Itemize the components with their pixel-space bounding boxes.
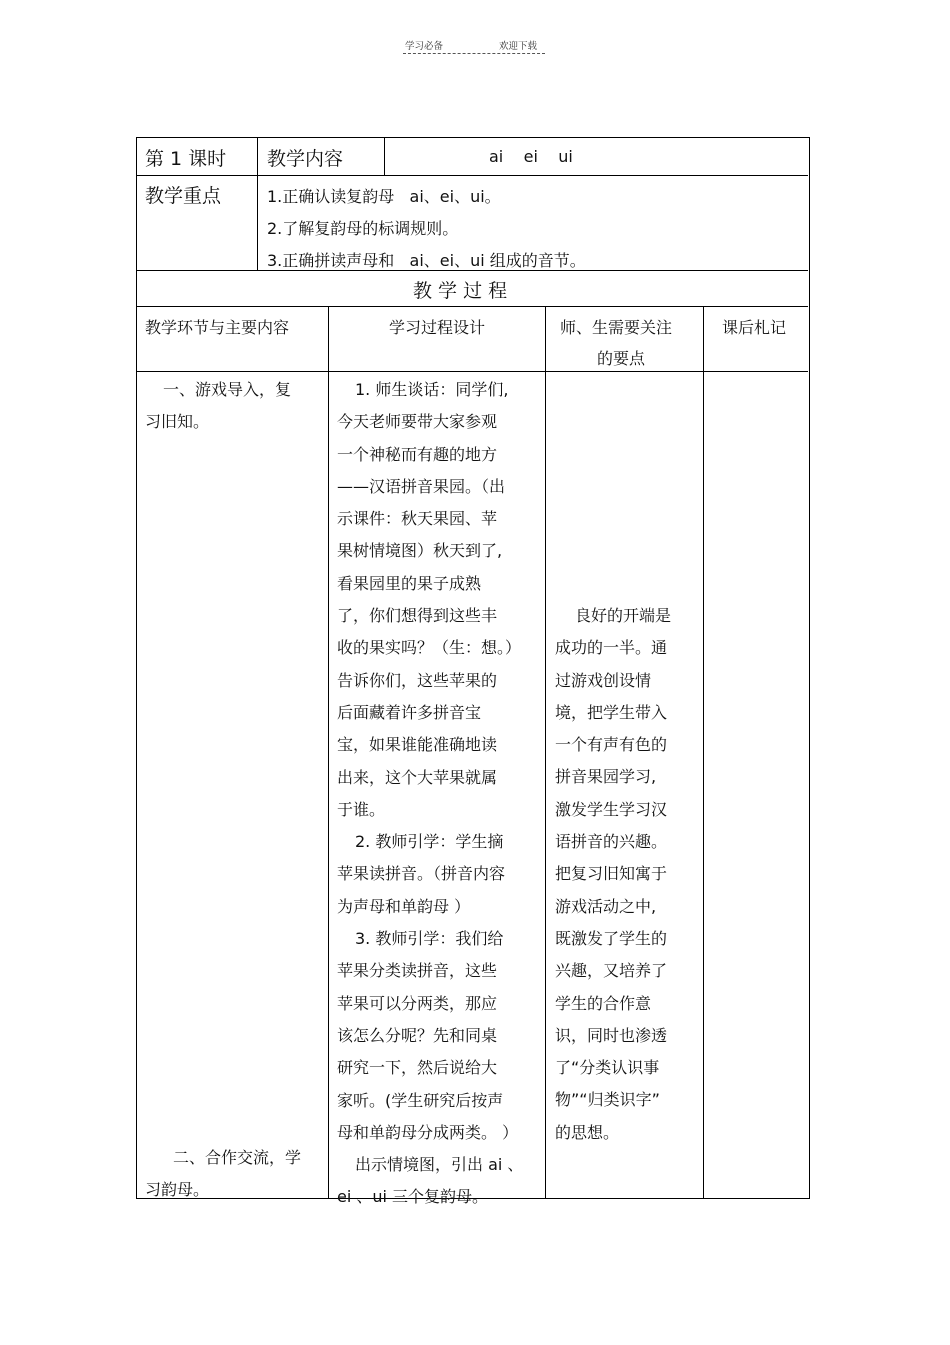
content-label: 教学内容 — [267, 148, 344, 170]
column-header-stage: 教学环节与主要内容 — [145, 318, 290, 337]
column-header-design: 学习过程设计 — [389, 318, 486, 337]
note-line: 游戏活动之中, — [555, 896, 657, 916]
note-line: 把复习旧知寓于 — [555, 864, 668, 884]
note-line: 物”“归类识字” — [555, 1090, 660, 1110]
row-divider — [137, 371, 808, 372]
col-divider — [384, 138, 385, 175]
design-line: 1. 师生谈话：同学们, — [355, 380, 509, 399]
design-line: 出来，这个大苹果就属 — [337, 767, 498, 787]
design-line: 今天老师要带大家参观 — [337, 412, 498, 432]
design-line: 家听。(学生研究后按声 — [337, 1090, 504, 1110]
stage-text: 习旧知。 — [145, 412, 210, 432]
note-line: 识，同时也渗透 — [555, 1025, 668, 1045]
focus-item: 3.正确拼读声母和 ai、ei、ui 组成的音节。 — [267, 251, 586, 270]
design-line: 告诉你们，这些苹果的 — [337, 670, 498, 690]
stage-section-2 — [145, 1142, 301, 1207]
column-header-notes: 课后札记 — [722, 318, 787, 337]
design-column — [337, 374, 523, 1214]
design-line: 苹果读拼音。（拼音内容 — [337, 864, 506, 884]
stage-section-1 — [145, 374, 291, 439]
header-right-text: 欢迎下载 — [499, 41, 538, 52]
col-divider — [703, 306, 704, 1198]
header-divider — [403, 53, 545, 54]
design-line: 后面藏着许多拼音宝 — [337, 702, 482, 722]
row-divider — [137, 306, 808, 307]
design-line: 看果园里的果子成熟 — [337, 573, 482, 593]
design-line: 示课件：秋天果园、苹 — [337, 509, 498, 529]
focus-item: 2.了解复韵母的标调规则。 — [267, 219, 459, 238]
header-left-text: 学习必备 — [405, 41, 444, 52]
note-line: 成功的一半。通 — [555, 638, 668, 658]
focus-item: 1.正确认读复韵母 ai、ei、ui。 — [267, 187, 501, 206]
design-line: 苹果可以分两类，那应 — [337, 993, 498, 1013]
stage-text: 二、合作交流，学 — [173, 1148, 302, 1167]
design-line: 3. 教师引学：我们给 — [355, 929, 504, 949]
stage-text: 一、游戏导入，复 — [163, 380, 292, 399]
note-line: 既激发了学生的 — [555, 928, 668, 948]
page-header — [403, 38, 545, 58]
note-line: 拼音果园学习, — [555, 767, 657, 787]
design-line: 了，你们想得到这些丰 — [337, 606, 498, 626]
stage-text: 习韵母。 — [145, 1180, 210, 1200]
design-line: 苹果分类读拼音，这些 — [337, 961, 498, 981]
process-title: 教 学 过 程 — [413, 280, 508, 302]
design-line: 一个神秘而有趣的地方 — [337, 444, 498, 464]
row-divider — [137, 175, 808, 176]
design-line: ei 、ui 三个复韵母。 — [337, 1187, 489, 1207]
note-line: 兴趣，又培养了 — [555, 961, 668, 981]
lesson-number: 第 1 课时 — [145, 148, 227, 170]
note-line: 境，把学生带入 — [555, 702, 668, 722]
content-value: ai ei ui — [489, 147, 573, 166]
note-line: 的思想。 — [555, 1122, 620, 1142]
design-line: 宝，如果谁能准确地读 — [337, 735, 498, 755]
note-line: 了“分类认识事 — [555, 1058, 660, 1078]
note-line: 学生的合作意 — [555, 993, 652, 1013]
lesson-plan-table — [136, 137, 810, 1207]
col-divider — [545, 306, 546, 1198]
note-line: 语拼音的兴趣。 — [555, 832, 668, 852]
design-line: 母和单韵母分成两类。 ） — [337, 1122, 519, 1142]
note-line: 良好的开端是 — [575, 606, 672, 625]
design-line: 研究一下，然后说给大 — [337, 1058, 498, 1078]
design-line: 于谁。 — [337, 799, 386, 819]
focus-label: 教学重点 — [145, 185, 222, 207]
design-line: ——汉语拼音果园。（出 — [337, 476, 506, 496]
column-header-focus: 师、生需要关注 — [560, 318, 673, 337]
design-line: 2. 教师引学：学生摘 — [355, 832, 504, 852]
note-line: 过游戏创设情 — [555, 670, 652, 690]
design-line: 该怎么分呢？先和同桌 — [337, 1025, 498, 1045]
col-divider — [257, 138, 258, 270]
design-line: 为声母和单韵母 ） — [337, 896, 471, 916]
col-divider — [328, 306, 329, 1198]
focus-notes-column — [555, 600, 671, 1149]
design-line: 收的果实吗？（生：想。） — [337, 638, 522, 658]
note-line: 激发学生学习汉 — [555, 799, 668, 819]
design-line: 出示情境图，引出 ai 、 — [355, 1155, 524, 1175]
note-line: 一个有声有色的 — [555, 735, 668, 755]
design-line: 果树情境图）秋天到了, — [337, 541, 503, 561]
column-header-focus: 的要点 — [597, 349, 646, 368]
